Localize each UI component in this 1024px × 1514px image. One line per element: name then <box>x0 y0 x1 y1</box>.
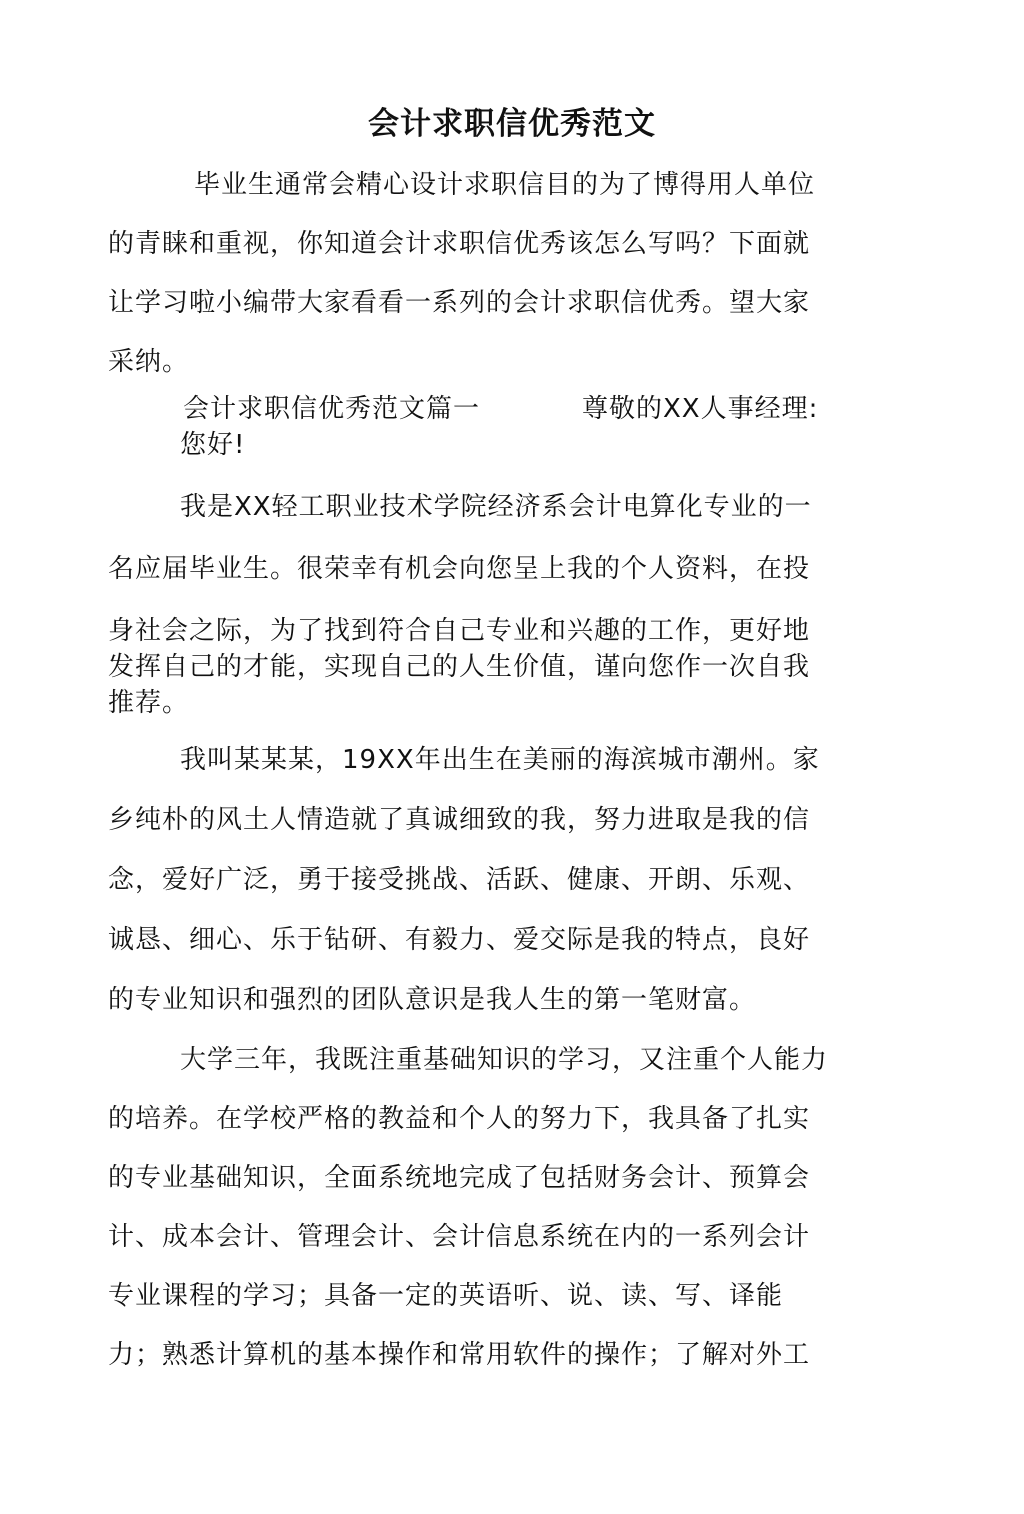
document-title: 会计求职信优秀范文 <box>368 106 656 142</box>
text-line-12: 我叫某某某，19XX年出生在美丽的海滨城市潮州。家 <box>180 745 820 775</box>
text-line-11: 推荐。 <box>108 688 190 718</box>
text-line-3: 让学习啦小编带大家看看一系列的会计求职信优秀。望大家 <box>108 288 811 318</box>
text-line-16: 的专业知识和强烈的团队意识是我人生的第一笔财富。 <box>108 985 757 1015</box>
text-line-20: 计、成本会计、管理会计、会计信息系统在内的一系列会计 <box>108 1222 811 1252</box>
text-line-14: 念，爱好广泛，勇于接受挑战、活跃、健康、开朗、乐观、 <box>108 865 811 895</box>
text-line-8: 名应届毕业生。很荣幸有机会向您呈上我的个人资料，在投 <box>108 554 811 584</box>
section-heading-part-1: 会计求职信优秀范文篇一 <box>183 394 481 424</box>
text-line-21: 专业课程的学习；具备一定的英语听、说、读、写、译能 <box>108 1281 784 1311</box>
text-line-13: 乡纯朴的风土人情造就了真诚细致的我，努力进取是我的信 <box>108 805 811 835</box>
text-line-9: 身社会之际，为了找到符合自己专业和兴趣的工作，更好地 <box>108 616 811 646</box>
text-line-17: 大学三年，我既注重基础知识的学习，又注重个人能力 <box>180 1045 829 1075</box>
text-line-22: 力；熟悉计算机的基本操作和常用软件的操作；了解对外工 <box>108 1340 811 1370</box>
text-line-10: 发挥自己的才能，实现自己的人生价值，谨向您作一次自我 <box>108 652 811 682</box>
text-line-15: 诚恳、细心、乐于钻研、有毅力、爱交际是我的特点，良好 <box>108 925 811 955</box>
text-line-7: 我是XX轻工职业技术学院经济系会计电算化专业的一 <box>180 492 812 522</box>
greeting: 您好! <box>180 430 246 460</box>
text-line-1: 毕业生通常会精心设计求职信目的为了博得用人单位 <box>194 170 816 200</box>
text-line-18: 的培养。在学校严格的教益和个人的努力下，我具备了扎实 <box>108 1104 811 1134</box>
text-line-4: 采纳。 <box>108 347 190 377</box>
text-line-19: 的专业基础知识，全面系统地完成了包括财务会计、预算会 <box>108 1163 811 1193</box>
text-line-2: 的青睐和重视，你知道会计求职信优秀该怎么写吗？下面就 <box>108 229 811 259</box>
salutation: 尊敬的XX人事经理: <box>582 394 819 424</box>
